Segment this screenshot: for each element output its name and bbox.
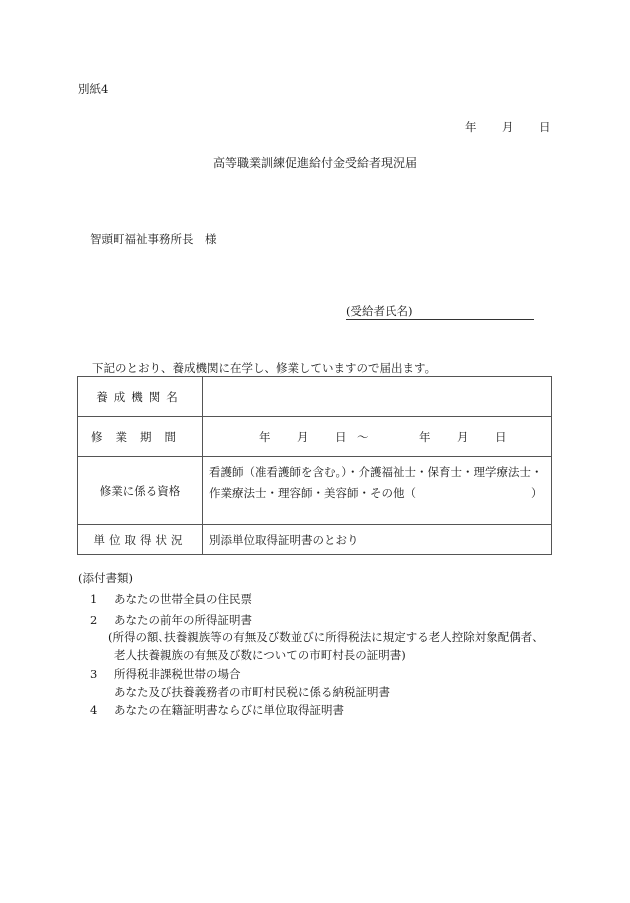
list-item: 3 所得税非課税世帯の場合 [90, 667, 241, 681]
list-item: 1 あなたの世帯全員の住民票 [90, 592, 252, 606]
list-item-note: あなた及び扶養義務者の市町村民税に係る納税証明書 [114, 685, 390, 699]
label-credits: 単位取得状況 [78, 525, 203, 555]
recipient-name-label: (受給者氏名) [346, 304, 413, 318]
label-period: 修業期間 [78, 417, 203, 457]
table-row [78, 525, 552, 555]
credits-field: 別添単位取得証明書のとおり [203, 525, 552, 555]
period-field[interactable]: 年 月 日 〜 年 月 日 [203, 417, 552, 457]
report-form-table [77, 376, 552, 555]
recipient-name-field[interactable] [346, 304, 534, 320]
intro-text: 下記のとおり、養成機関に在学し、修業していますので届出ます。 [92, 361, 437, 375]
label-qualification: 修業に係る資格 [78, 457, 203, 525]
attachments-heading: (添付書類) [78, 571, 133, 585]
date-day: 日 [539, 120, 551, 134]
date-year: 年 [465, 120, 477, 134]
list-item: 2 あなたの前年の所得証明書 [90, 613, 252, 627]
document-title: 高等職業訓練促進給付金受給者現況届 [212, 156, 417, 170]
date-month: 月 [502, 120, 514, 134]
table-row [78, 417, 552, 457]
date-field[interactable] [465, 120, 551, 134]
institution-name-field[interactable] [203, 377, 552, 417]
list-item-note: (所得の額､扶養親族等の有無及び数並びに所得税法に規定する老人控除対象配偶者、 [108, 630, 544, 644]
table-row [78, 457, 552, 525]
table-row [78, 377, 552, 417]
addressee: 智頭町福祉事務所長 様 [90, 232, 217, 246]
label-institution: 養成機関名 [78, 377, 203, 417]
list-item: 4 あなたの在籍証明書ならびに単位取得証明書 [90, 703, 344, 717]
annex-label: 別紙4 [78, 82, 109, 96]
qualification-field[interactable]: 看護師（准看護師を含む。）・介護福祉士・保育士・理学療法士・ 作業療法士・理容師・美容師・その他（ ） [203, 457, 552, 525]
list-item-note: 老人扶養親族の有無及び数についての市町村長の証明書) [114, 648, 406, 662]
